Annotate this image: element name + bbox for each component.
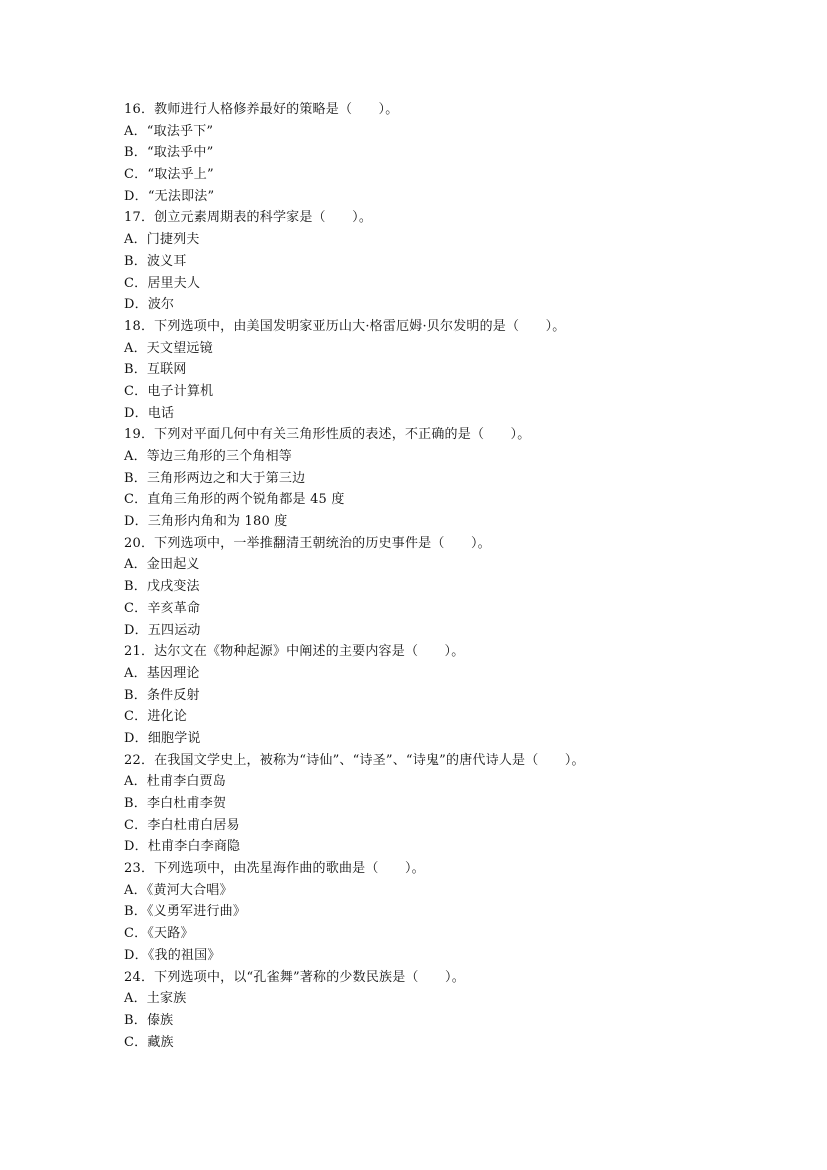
option-a: A．天文望远镜	[124, 340, 213, 356]
question-23	[124, 858, 764, 966]
option-b: B．傣族	[124, 1012, 174, 1028]
option-d: D．《我的祖国》	[124, 947, 221, 963]
option-c: C．辛亥革命	[124, 600, 201, 616]
question-18	[124, 316, 764, 424]
question-stem: 22．在我国文学史上，被称为“诗仙”、“诗圣”、“诗鬼”的唐代诗人是（ ）。	[124, 752, 585, 768]
option-d: D．“无法即法”	[124, 188, 215, 204]
question-19	[124, 424, 764, 532]
option-d: D．杜甫李白李商隐	[124, 839, 241, 855]
option-b: B．“取法乎中”	[124, 145, 214, 161]
question-16	[124, 99, 764, 207]
question-24	[124, 967, 764, 1054]
question-stem: 23．下列选项中，由冼星海作曲的歌曲是（ ）。	[124, 861, 425, 877]
option-d: D．三角形内角和为 180 度	[124, 514, 288, 530]
option-c: C．进化论	[124, 709, 187, 725]
option-c: C．藏族	[124, 1034, 174, 1050]
option-a: A．等边三角形的三个角相等	[124, 449, 292, 464]
option-a: A．金田起义	[124, 557, 200, 573]
option-a: A．《黄河大合唱》	[124, 882, 233, 898]
option-b: B．戊戌变法	[124, 579, 200, 595]
option-b: B．条件反射	[124, 687, 200, 703]
option-b: B．波义耳	[124, 253, 187, 269]
option-c: C．电子计算机	[124, 383, 214, 399]
question-stem: 17．创立元素周期表的科学家是（ ）。	[124, 210, 373, 226]
option-b: B．互联网	[124, 362, 187, 378]
option-a: A．杜甫李白贾岛	[124, 774, 226, 790]
question-stem: 21．达尔文在《物种起源》中阐述的主要内容是（ ）。	[124, 644, 465, 660]
option-c: C．《天路》	[124, 926, 194, 942]
option-c: C．“取法乎上”	[124, 167, 214, 183]
option-b: B．《义勇军进行曲》	[124, 904, 247, 920]
option-d: D．五四运动	[124, 622, 201, 638]
option-c: C．居里夫人	[124, 275, 201, 291]
option-d: D．电话	[124, 405, 175, 421]
option-b: B．三角形两边之和大于第三边	[124, 470, 306, 486]
question-22	[124, 750, 764, 858]
option-a: A．门捷列夫	[124, 232, 200, 248]
option-a: A．“取法乎下”	[124, 123, 214, 139]
document-page	[124, 99, 764, 1053]
option-c: C．李白杜甫白居易	[124, 817, 240, 833]
option-a: A．基因理论	[124, 665, 200, 681]
option-a: A．土家族	[124, 991, 187, 1007]
question-stem: 18．下列选项中，由美国发明家亚历山大·格雷厄姆·贝尔发明的是（ ）。	[124, 318, 566, 334]
question-stem: 19．下列对平面几何中有关三角形性质的表述，不正确的是（ ）。	[124, 427, 531, 443]
option-c: C．直角三角形的两个锐角都是 45 度	[124, 492, 345, 508]
option-d: D．波尔	[124, 297, 175, 313]
question-stem: 24．下列选项中，以“孔雀舞”著称的少数民族是（ ）。	[124, 969, 465, 985]
question-20	[124, 533, 764, 641]
question-stem: 16．教师进行人格修养最好的策略是（ ）。	[124, 102, 399, 117]
option-d: D．细胞学说	[124, 730, 201, 746]
question-stem: 20．下列选项中，一举推翻清王朝统治的历史事件是（ ）。	[124, 535, 491, 551]
question-17	[124, 207, 764, 315]
option-b: B．李白杜甫李贺	[124, 796, 227, 811]
question-21	[124, 641, 764, 749]
